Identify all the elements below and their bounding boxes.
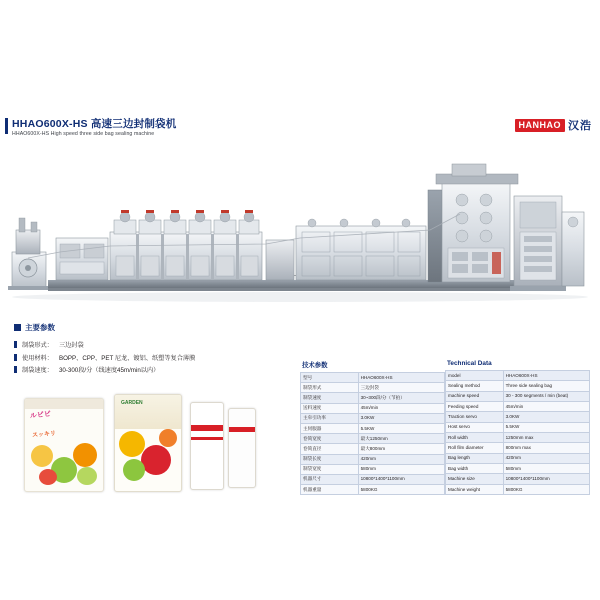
fruit-graphic: [119, 431, 145, 457]
table-row: [446, 422, 590, 432]
technical-data-tables: [300, 360, 590, 495]
table-cell-key: Feeding speed: [446, 402, 504, 412]
table-row: [446, 371, 590, 381]
page-subtitle: HHAO600X-HS High speed three side bag sealing machine: [12, 131, 155, 137]
table-row: [446, 381, 590, 391]
pouch-stripe: [191, 437, 223, 440]
table-caption-en: Technical Data: [447, 360, 492, 367]
table-cell-value: 420mm: [503, 453, 589, 463]
table-row: [301, 393, 445, 403]
table-cell-key: 卷筒宽度: [301, 434, 359, 444]
table-cell-key: 制袋长度: [301, 454, 359, 464]
spec-block-header: [14, 322, 314, 333]
technical-table-cn: [300, 360, 445, 495]
table-cell-value: 三边封袋: [358, 383, 444, 393]
spec-row: [14, 365, 314, 374]
candy-pouch-sample: [24, 398, 104, 492]
table-cell-value: 45m/min: [358, 403, 444, 413]
spec-value: BOPP、CPP、PET 尼龙、镀铝、纸塑等复合薄膜: [58, 354, 196, 362]
fruit-graphic: [39, 469, 57, 485]
table-cell-key: 制袋形式: [301, 383, 359, 393]
table-row: [446, 484, 590, 494]
table-cell-key: 机器尺寸: [301, 474, 359, 484]
stick-pouch-sample-1: [190, 402, 224, 490]
fruit-graphic: [141, 445, 171, 475]
fruit-graphic: [159, 429, 177, 447]
table-cell-key: 主伺服器: [301, 423, 359, 433]
table-cell-value: 30 - 300 segments / min (beat): [503, 391, 589, 401]
table-cell-value: 3.0KW: [503, 412, 589, 422]
table-cell-value: 3.0KW: [358, 413, 444, 423]
table-row: [446, 443, 590, 453]
table-cell-key: Bag length: [446, 453, 504, 463]
table-cell-value: HHAO600X-HS: [358, 373, 444, 383]
table-cell-key: Host servo: [446, 422, 504, 432]
machine-drawing: [0, 160, 600, 305]
table-cell-value: 5.5KW: [358, 423, 444, 433]
sample-bag-photos: [14, 390, 294, 495]
table-row: [301, 413, 445, 423]
stick-pouch-sample-2: [228, 408, 256, 488]
technical-table-en: [445, 360, 590, 495]
pouch-stripe: [229, 427, 255, 432]
table-cell-key: 主牵引功率: [301, 413, 359, 423]
table-cell-key: 制袋宽度: [301, 464, 359, 474]
brand-logo: [515, 117, 593, 133]
table-row: [301, 444, 445, 454]
table-cell-value: 30~300段/分（节拍）: [358, 393, 444, 403]
pouch-top-seal: [25, 399, 103, 409]
table-row: [301, 423, 445, 433]
page-header: [0, 118, 600, 154]
unwinder-icon: [8, 218, 50, 290]
logo-mark-text: HANHAO: [515, 119, 566, 132]
table-cell-key: 送料速度: [301, 403, 359, 413]
logo-chinese-text: 汉浩: [568, 120, 592, 132]
table-row: [446, 402, 590, 412]
table-cell-key: 制袋速度: [301, 393, 359, 403]
table-cell-key: 型号: [301, 373, 359, 383]
table-cell-value: 最大800mm: [358, 444, 444, 454]
fruit-graphic: [77, 467, 97, 485]
table-row: [301, 464, 445, 474]
spec-row: [14, 340, 314, 349]
table-cell-key: Machine weight: [446, 484, 504, 494]
spec-value: 三边封袋: [58, 342, 84, 349]
table-row: [446, 453, 590, 463]
table-cell-key: Machine size: [446, 474, 504, 484]
table-cell-value: 5800KG: [358, 485, 444, 495]
table-cell-key: 机器重量: [301, 485, 359, 495]
table-cell-key: 卷筒直径: [301, 444, 359, 454]
table-row: [446, 464, 590, 474]
table-cell-key: Bag width: [446, 464, 504, 474]
table-row: [446, 391, 590, 401]
table-cell-value: 800mm max: [503, 443, 589, 453]
control-panel-icon: [510, 196, 584, 291]
spec-block: [14, 322, 314, 378]
table-row: [446, 474, 590, 484]
table-cell-key: Roll width: [446, 433, 504, 443]
table-cell-value: HHAO600X-HS: [503, 371, 589, 381]
table-row: [301, 434, 445, 444]
pouch-brand-text: GARDEN: [121, 400, 143, 406]
spec-row: [14, 353, 314, 362]
table-row: [301, 383, 445, 393]
table-cell-value: Three side sealing bag: [503, 381, 589, 391]
table-cell-key: Sealing method: [446, 381, 504, 391]
tick-bullet-icon: [14, 354, 17, 361]
pouch-stripe: [191, 425, 223, 431]
tick-bullet-icon: [14, 366, 17, 373]
pouch-sub-text: スッキリ: [31, 430, 57, 440]
table-row: [301, 403, 445, 413]
table-row: [301, 373, 445, 383]
table-cell-key: machine speed: [446, 391, 504, 401]
table-cell-key: model: [446, 371, 504, 381]
pouch-main-text: ルビビ: [29, 410, 52, 421]
page-title: HHAO600X-HS 高速三边封制袋机: [12, 118, 177, 130]
fruit-graphic: [73, 443, 97, 467]
square-bullet-icon: [14, 324, 21, 331]
fruit-graphic: [123, 459, 145, 481]
table-cell-value: 45m/min: [503, 402, 589, 412]
fruit-graphic: [31, 445, 53, 467]
cutting-unit-icon: [428, 164, 518, 282]
table-caption-cn: 技术参数: [302, 362, 328, 369]
table-cell-value: 5.5KW: [503, 422, 589, 432]
table-cell-value: 5800KG: [503, 484, 589, 494]
table-row: [301, 485, 445, 495]
spec-key: 制袋速度：: [22, 367, 53, 374]
sealing-unit-icon: [266, 219, 426, 280]
table-cell-value: 最大1250mm: [358, 434, 444, 444]
table-cell-value: 420mm: [358, 454, 444, 464]
spec-value: 30-300段/分（线速度45m/min以内）: [58, 367, 160, 374]
table-row: [301, 474, 445, 484]
spec-key: 使用材料：: [22, 354, 53, 362]
machine-illustration: [0, 160, 600, 305]
table-cell-value: 580mm: [358, 464, 444, 474]
spec-block-title: 主要参数: [25, 323, 55, 332]
table-cell-value: 10800*1400*1100mm: [503, 474, 589, 484]
table-row: [301, 454, 445, 464]
spec-key: 制袋形式：: [22, 342, 53, 349]
table-row: [446, 433, 590, 443]
header-accent-bar: [5, 118, 8, 134]
table-cell-value: 1250mm max: [503, 433, 589, 443]
table-row: [446, 412, 590, 422]
jelly-pouch-sample: [114, 394, 182, 492]
table-cell-key: Traction servo: [446, 412, 504, 422]
table-cell-key: Roll film diameter: [446, 443, 504, 453]
table-cell-value: 10800*1400*1100mm: [358, 474, 444, 484]
print-unit-icon: [56, 238, 108, 280]
tick-bullet-icon: [14, 341, 17, 348]
table-cell-value: 580mm: [503, 464, 589, 474]
